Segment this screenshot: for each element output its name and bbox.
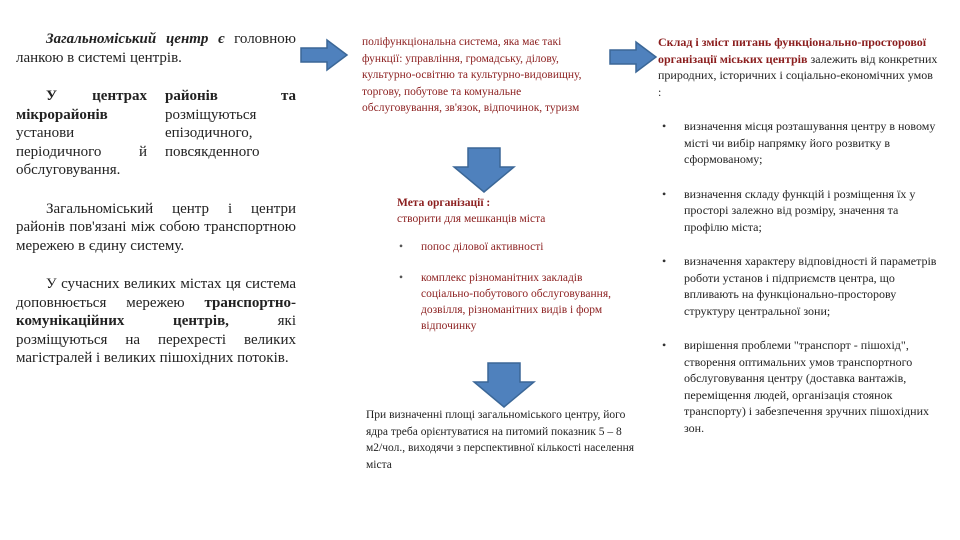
paragraph-main-center (16, 30, 296, 67)
transport-centers-bold: транспортно-комунікаційних центрів, (16, 294, 296, 329)
paragraph-transport-network: Загальноміський центр і центри районів пов'язані між собою транспортною мережею в єдину систему. (16, 200, 296, 254)
districts-left-1: У центрах (46, 88, 147, 104)
organization-heading-rest: залежить від конкретних природних, історичних і соціально-економічних умов : (658, 51, 938, 99)
organization-heading-red: Склад і зміст питань функціонально-просторової організації міських центрів (658, 35, 927, 66)
districts-right-2: розміщуються (165, 106, 257, 123)
arrow-right-icon (299, 38, 349, 72)
organization-item: • визначення характеру відповідності й параметрів роботи установ і підприємств центра, що впливають на функціонально-просторову структуру центральної зони; (658, 253, 938, 319)
districts-left-4: періодичного й (16, 143, 147, 160)
area-norm-text: При визначенні площі загальноміського центру, його ядра треба орієнтуватися на питомий показник 5 – 8 м2/чол., виходячи з перспективної кількості населення міста (366, 409, 635, 471)
multifunctional-system-text: поліфункціональна система, яка має такі функції: управління, громадську, ділову, культурно-освітню та культурно-видовищну, торгову, побутове та комунальне обслуговування, зв'язок, відпочинок, туризм (362, 36, 582, 114)
arrow-right-icon (608, 40, 658, 74)
districts-left-5: обслуговування. (16, 162, 121, 178)
middle-column (362, 34, 602, 117)
goal-title: Мета організації : (397, 197, 491, 209)
districts-left-2: мікрорайонів (16, 106, 108, 123)
left-column (16, 30, 296, 388)
districts-left-3: установи (16, 125, 75, 141)
districts-right-1: районів та (165, 88, 296, 104)
main-center-rest: головною ланкою в системі центрів. (16, 31, 296, 66)
goal-subtitle: створити для мешканців міста (397, 213, 546, 225)
organization-heading (658, 34, 938, 100)
organization-item: • вирішення проблеми "транспорт - пішохід", створення оптимальних умов транспортного обслуговування центру (доставка вантажів, переміщення людей, організація стоянок транспорту) і забезпечення зручних пішохідних зон. (658, 337, 938, 436)
goal-item: • попос ділової активності (397, 239, 617, 255)
goal-block (397, 195, 617, 349)
arrow-down-icon (452, 147, 516, 193)
paragraph-transport-centers (16, 275, 296, 368)
goal-item: • комплекс різноманітних закладів соціально-побутового обслуговування, дозвілля, різноманітних видів і форм відпочинку (397, 270, 617, 334)
districts-right-4: повсякденного (165, 143, 260, 160)
right-column (658, 34, 938, 454)
districts-right-3: епізодичного, (165, 125, 253, 141)
goal-list (397, 239, 617, 334)
transport-centers-text-b: які розміщуються на перехресті великих магістралей і великих пішохідних потоків. (16, 313, 296, 366)
organization-list (658, 118, 938, 436)
paragraph-districts (16, 87, 296, 180)
organization-item: • визначення складу функцій і розміщення їх у просторі залежно від розміру, значення та профілю міста; (658, 186, 938, 236)
districts-right-5 (165, 161, 296, 180)
organization-item: • визначення місця розташування центру в новому місті чи вибір напрямку його розвитку в сформованому; (658, 118, 938, 168)
transport-centers-text-a: У сучасних великих містах ця система доповнюється мережею (16, 276, 296, 311)
arrow-down-icon (472, 362, 536, 408)
main-center-title: Загальноміський центр є (46, 31, 225, 47)
